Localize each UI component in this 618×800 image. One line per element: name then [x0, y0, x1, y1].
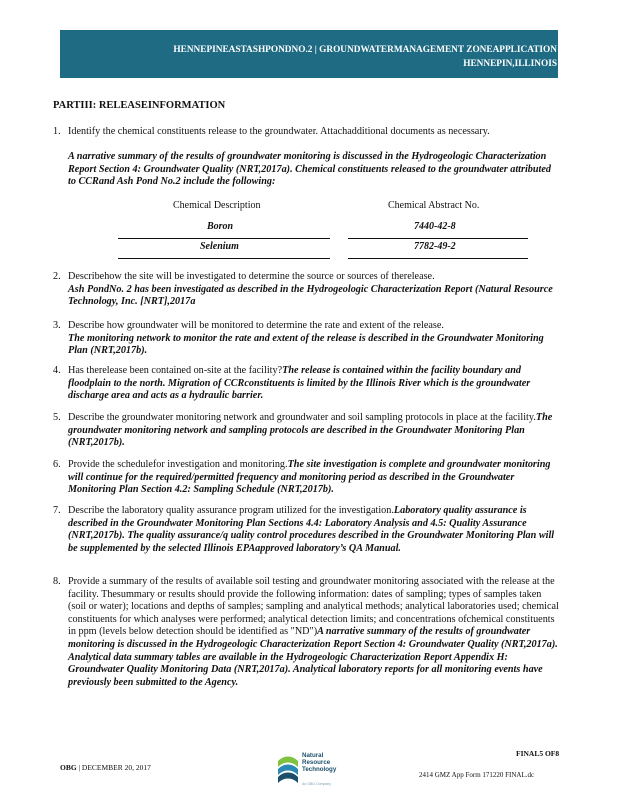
table-header-description: Chemical Description [173, 200, 261, 211]
table-cell-chemical: Boron [207, 221, 234, 232]
header-location: HENNEPIN,ILLINOIS [463, 59, 557, 69]
question-text: Provide a summary of the results of available soil testing and groundwater monitoring associated with the release at the facility. Thesummary or results should provide the following information: dates of sampling; types of samples taken (soil or water); locations and depths of samples; sampling and analytical methods; analytical laboratories used; chemical constituents for which analyses were performed; analytical detection limits; and concentrations ofchemical constituents in ppm (levels below detection should be identified as "ND") [68, 576, 559, 638]
header-band [60, 30, 558, 78]
question-number: 5. [53, 412, 61, 423]
question-number: 4. [53, 365, 61, 376]
table-cell-cas: 7440-42-8 [414, 221, 456, 232]
question-text: Describe the laboratory quality assurance program utilized for the investigation. [68, 505, 394, 516]
question-text: Describe the groundwater monitoring network and groundwater and soil sampling protocols in place at the facility. [68, 412, 536, 423]
question-text: Provide the schedulefor investigation and monitoring. [68, 459, 288, 470]
question-3 [53, 320, 559, 358]
table-cell-cas: 7782-49-2 [414, 241, 456, 252]
answer-text: The monitoring network to monitor the rate and extent of the release is described in the Groundwater Monitoring Plan (NRT,2017b). [68, 332, 544, 357]
part-title: PARTIII: RELEASEINFORMATION [53, 100, 226, 111]
answer-text: The site investigation is complete and groundwater monitoring will continue for the required/permitted frequency and monitoring period as described in the Groundwater Monitoring Plan Section 4.2: Sampling Schedule (NRT,2017b). [68, 459, 551, 496]
logo-line: Technology [302, 766, 337, 774]
question-text: Describehow the site will be investigated to determine the source or sources of therelease. [68, 271, 435, 282]
answer-text: The groundwater monitoring network and sampling protocols are described in the Groundwater Monitoring Plan (NRT,2017b). [68, 412, 553, 449]
question-2 [53, 271, 559, 309]
question-text: Has therelease been contained on-site at the facility? [68, 365, 283, 376]
question-8 [53, 576, 559, 689]
question-text: Identify the chemical constituents release to the groundwater. Attachadditional documents as necessary. [68, 126, 490, 137]
table-rule [118, 258, 330, 259]
question-number: 6. [53, 459, 61, 470]
answer-1-summary: A narrative summary of the results of groundwater monitoring is discussed in the Hydrogeologic Characterization Report Section 4: Groundwater Quality (NRT,2017a). Chemical constituents released to the groundwater attributed to CCRand Ash Pond No.2 include the following: [68, 151, 551, 188]
table-rule [348, 258, 528, 259]
table-header-cas: Chemical Abstract No. [388, 200, 480, 211]
answer-text: The release is contained within the facility boundary and floodplain to the north. Migration of CCRconstituents is limited by the Illinois River which is the groundwater discharge area and acts as a hydraulic barrier. [68, 365, 531, 402]
logo-line: Resource [302, 759, 331, 767]
question-5 [53, 412, 559, 450]
question-number: 7. [53, 505, 61, 516]
question-number: 3. [53, 320, 61, 331]
question-text: Describe how groundwater will be monitored to determine the rate and extent of the release. [68, 320, 444, 331]
footer-date: | DECEMBER 20, 2017 [78, 763, 151, 772]
question-7 [53, 505, 559, 555]
answer-text: A narrative summary of the results of groundwater monitoring is discussed in the Hydrogeologic Characterization Report Section 4: Groundwater Quality (NRT,2017a). Analytical data summary tables are available in the Hydrogeologic Characterization Report Appendix H: Groundwater Quality Monitoring Data (NRT,2017a). Analytical laboratory reports for all monitoring events have previously been submitted to the Agency. [68, 626, 558, 688]
header-title: HENNEPINEASTASHPONDNO.2 | GROUNDWATERMANAGEMENT ZONEAPPLICATION [173, 45, 557, 55]
footer-org: OBG [60, 763, 77, 772]
answer-text: Laboratory quality assurance is described in the Groundwater Monitoring Plan Sections 4.4: Laboratory Analysis and 4.5: Quality Assurance (NRT,2017b). The quality assurance/q uality control procedures described in the Groundwater Monitoring Plan will be supplemented by the selected Illinois EPAapproved laboratory’s QA Manual. [68, 505, 555, 554]
question-4 [53, 365, 559, 403]
table-rule [348, 238, 528, 239]
question-1 [53, 126, 559, 139]
page-number: FINAL5 OF8 [516, 749, 560, 758]
table-rule [118, 238, 330, 239]
footer-left [60, 763, 151, 772]
answer-text: Ash PondNo. 2 has been investigated as described in the Hydrogeologic Characterization Report (Natural Resource Technology, Inc. [NRT],2017a [68, 283, 553, 308]
question-number: 2. [53, 271, 61, 282]
question-number: 8. [53, 576, 61, 587]
question-number: 1. [53, 126, 61, 137]
file-name: 2414 GMZ App Form 171220 FINAL.dc [419, 771, 535, 779]
logo-subtitle: An OBG Company [302, 782, 331, 786]
table-cell-chemical: Selenium [200, 241, 239, 252]
logo-text [302, 752, 336, 774]
logo-line: Natural [302, 752, 324, 759]
question-6 [53, 459, 559, 497]
